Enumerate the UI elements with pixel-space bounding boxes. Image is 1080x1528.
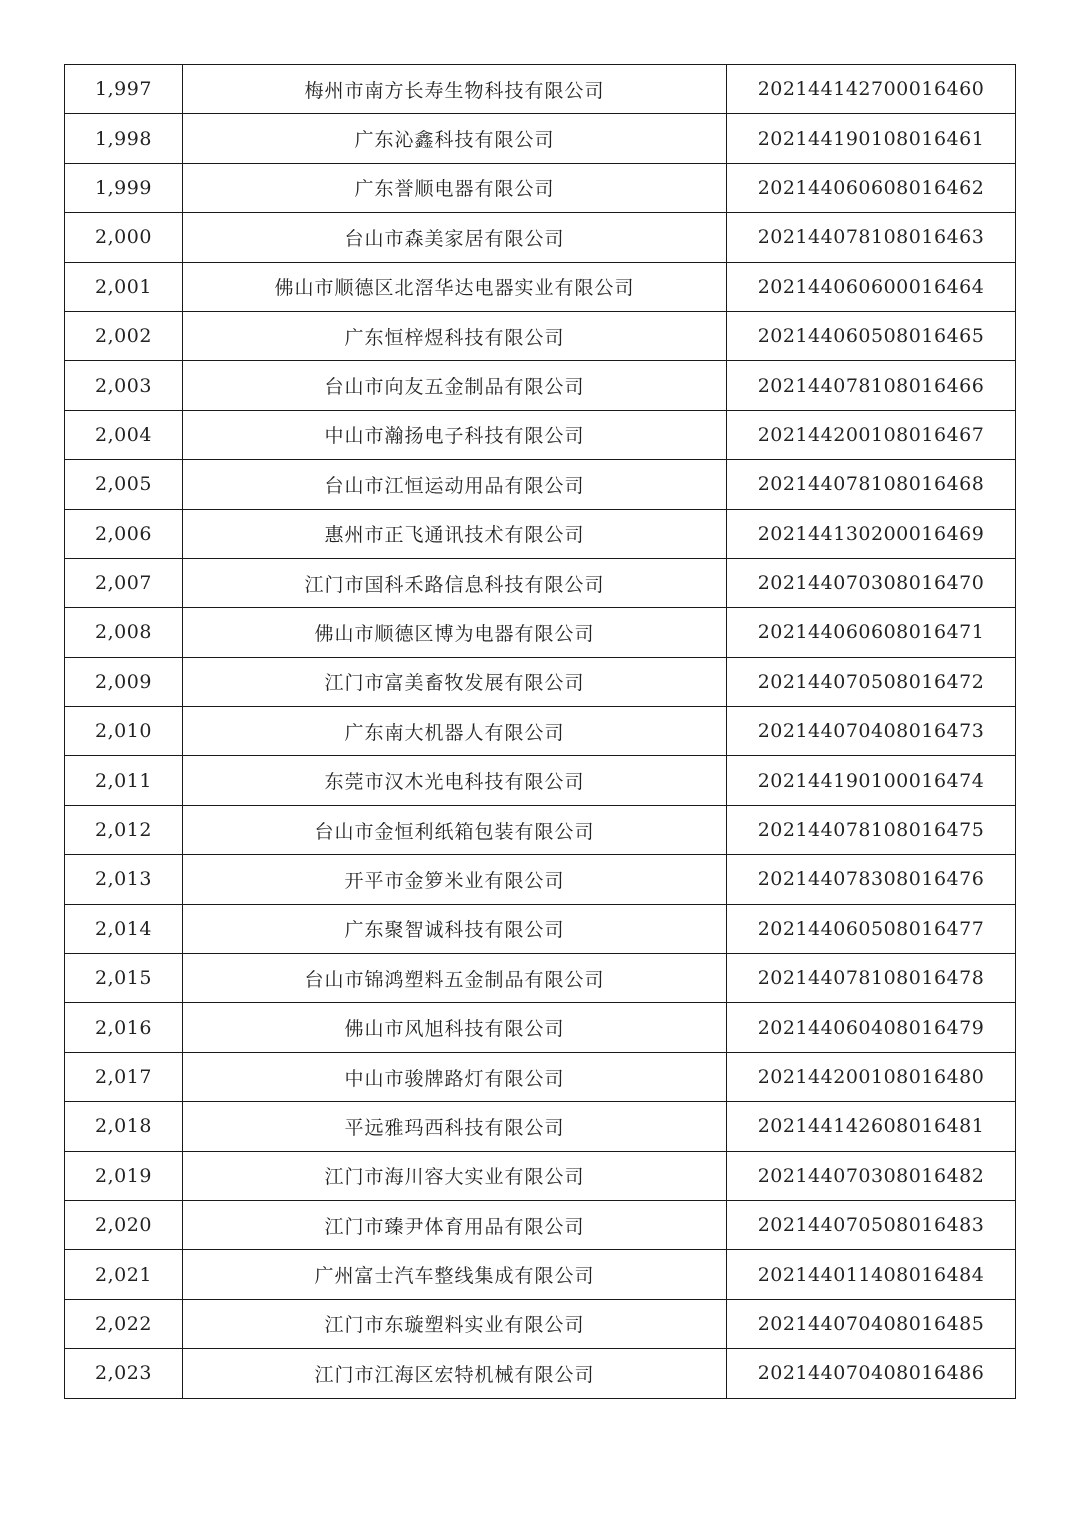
table-row	[65, 460, 1016, 509]
registration-code-cell: 202144070408016485	[727, 1299, 1016, 1348]
row-number-cell: 2,016	[65, 1003, 183, 1052]
company-name-cell: 广东恒梓煜科技有限公司	[183, 311, 727, 360]
row-number-cell: 1,998	[65, 114, 183, 163]
registration-code-cell: 202144142700016460	[727, 65, 1016, 114]
table-row	[65, 114, 1016, 163]
row-number-cell: 2,014	[65, 904, 183, 953]
company-list-table	[64, 64, 1016, 1399]
table-row	[65, 855, 1016, 904]
row-number-cell: 2,021	[65, 1250, 183, 1299]
table-row	[65, 311, 1016, 360]
company-name-cell: 平远雅玛西科技有限公司	[183, 1102, 727, 1151]
row-number-cell: 2,013	[65, 855, 183, 904]
table-row	[65, 1151, 1016, 1200]
registration-code-cell: 202144060408016479	[727, 1003, 1016, 1052]
company-name-cell: 台山市锦鸿塑料五金制品有限公司	[183, 954, 727, 1003]
row-number-cell: 2,000	[65, 213, 183, 262]
table-row	[65, 1052, 1016, 1101]
table-row	[65, 1250, 1016, 1299]
table-row	[65, 954, 1016, 1003]
company-name-cell: 开平市金箩米业有限公司	[183, 855, 727, 904]
company-name-cell: 佛山市顺德区北滘华达电器实业有限公司	[183, 262, 727, 311]
row-number-cell: 2,015	[65, 954, 183, 1003]
row-number-cell: 2,020	[65, 1200, 183, 1249]
company-name-cell: 江门市东璇塑料实业有限公司	[183, 1299, 727, 1348]
row-number-cell: 2,019	[65, 1151, 183, 1200]
company-name-cell: 广东南大机器人有限公司	[183, 707, 727, 756]
company-name-cell: 江门市富美畜牧发展有限公司	[183, 657, 727, 706]
registration-code-cell: 202144060508016477	[727, 904, 1016, 953]
company-name-cell: 广州富士汽车整线集成有限公司	[183, 1250, 727, 1299]
row-number-cell: 2,002	[65, 311, 183, 360]
registration-code-cell: 202144200108016480	[727, 1052, 1016, 1101]
company-name-cell: 广东聚智诚科技有限公司	[183, 904, 727, 953]
company-name-cell: 东莞市汉木光电科技有限公司	[183, 756, 727, 805]
row-number-cell: 2,004	[65, 410, 183, 459]
company-name-cell: 惠州市正飞通讯技术有限公司	[183, 509, 727, 558]
company-name-cell: 台山市向友五金制品有限公司	[183, 361, 727, 410]
table-row	[65, 1102, 1016, 1151]
row-number-cell: 2,017	[65, 1052, 183, 1101]
table-row	[65, 904, 1016, 953]
registration-code-cell: 202144078108016466	[727, 361, 1016, 410]
table-row	[65, 163, 1016, 212]
table-row	[65, 213, 1016, 262]
row-number-cell: 2,003	[65, 361, 183, 410]
table-row	[65, 509, 1016, 558]
company-name-cell: 佛山市风旭科技有限公司	[183, 1003, 727, 1052]
company-name-cell: 江门市国科禾路信息科技有限公司	[183, 558, 727, 607]
company-name-cell: 中山市骏牌路灯有限公司	[183, 1052, 727, 1101]
row-number-cell: 2,001	[65, 262, 183, 311]
company-name-cell: 中山市瀚扬电子科技有限公司	[183, 410, 727, 459]
company-name-cell: 江门市海川容大实业有限公司	[183, 1151, 727, 1200]
row-number-cell: 1,997	[65, 65, 183, 114]
company-name-cell: 台山市金恒利纸箱包装有限公司	[183, 805, 727, 854]
table-row	[65, 657, 1016, 706]
registration-code-cell: 202144142608016481	[727, 1102, 1016, 1151]
registration-code-cell: 202144078108016475	[727, 805, 1016, 854]
registration-code-cell: 202144060508016465	[727, 311, 1016, 360]
registration-code-cell: 202144070308016482	[727, 1151, 1016, 1200]
table-row	[65, 707, 1016, 756]
table-row	[65, 65, 1016, 114]
company-name-cell: 广东誉顺电器有限公司	[183, 163, 727, 212]
table-row	[65, 1200, 1016, 1249]
company-name-cell: 广东沁鑫科技有限公司	[183, 114, 727, 163]
company-name-cell: 梅州市南方长寿生物科技有限公司	[183, 65, 727, 114]
row-number-cell: 1,999	[65, 163, 183, 212]
registration-code-cell: 202144200108016467	[727, 410, 1016, 459]
table-row	[65, 410, 1016, 459]
registration-code-cell: 202144070508016483	[727, 1200, 1016, 1249]
row-number-cell: 2,006	[65, 509, 183, 558]
registration-code-cell: 202144070408016486	[727, 1349, 1016, 1398]
table-row	[65, 756, 1016, 805]
registration-code-cell: 202144078308016476	[727, 855, 1016, 904]
table-row	[65, 1003, 1016, 1052]
row-number-cell: 2,007	[65, 558, 183, 607]
registration-code-cell: 202144190108016461	[727, 114, 1016, 163]
registration-code-cell: 202144060600016464	[727, 262, 1016, 311]
registration-code-cell: 202144078108016468	[727, 460, 1016, 509]
registration-code-cell: 202144190100016474	[727, 756, 1016, 805]
table-row	[65, 361, 1016, 410]
company-name-cell: 江门市江海区宏特机械有限公司	[183, 1349, 727, 1398]
registration-code-cell: 202144060608016471	[727, 608, 1016, 657]
registration-code-cell: 202144060608016462	[727, 163, 1016, 212]
company-name-cell: 台山市森美家居有限公司	[183, 213, 727, 262]
registration-code-cell: 202144070408016473	[727, 707, 1016, 756]
row-number-cell: 2,023	[65, 1349, 183, 1398]
row-number-cell: 2,012	[65, 805, 183, 854]
table-row	[65, 558, 1016, 607]
registration-code-cell: 202144011408016484	[727, 1250, 1016, 1299]
row-number-cell: 2,022	[65, 1299, 183, 1348]
table-row	[65, 608, 1016, 657]
table-row	[65, 1299, 1016, 1348]
registration-code-cell: 202144130200016469	[727, 509, 1016, 558]
row-number-cell: 2,010	[65, 707, 183, 756]
company-name-cell: 江门市臻尹体育用品有限公司	[183, 1200, 727, 1249]
row-number-cell: 2,005	[65, 460, 183, 509]
registration-code-cell: 202144070308016470	[727, 558, 1016, 607]
table-row	[65, 1349, 1016, 1398]
table-body	[65, 65, 1016, 1399]
row-number-cell: 2,018	[65, 1102, 183, 1151]
table-row	[65, 262, 1016, 311]
company-name-cell: 佛山市顺德区博为电器有限公司	[183, 608, 727, 657]
registration-code-cell: 202144078108016478	[727, 954, 1016, 1003]
row-number-cell: 2,009	[65, 657, 183, 706]
row-number-cell: 2,011	[65, 756, 183, 805]
registration-code-cell: 202144078108016463	[727, 213, 1016, 262]
table-row	[65, 805, 1016, 854]
row-number-cell: 2,008	[65, 608, 183, 657]
registration-code-cell: 202144070508016472	[727, 657, 1016, 706]
company-name-cell: 台山市江恒运动用品有限公司	[183, 460, 727, 509]
